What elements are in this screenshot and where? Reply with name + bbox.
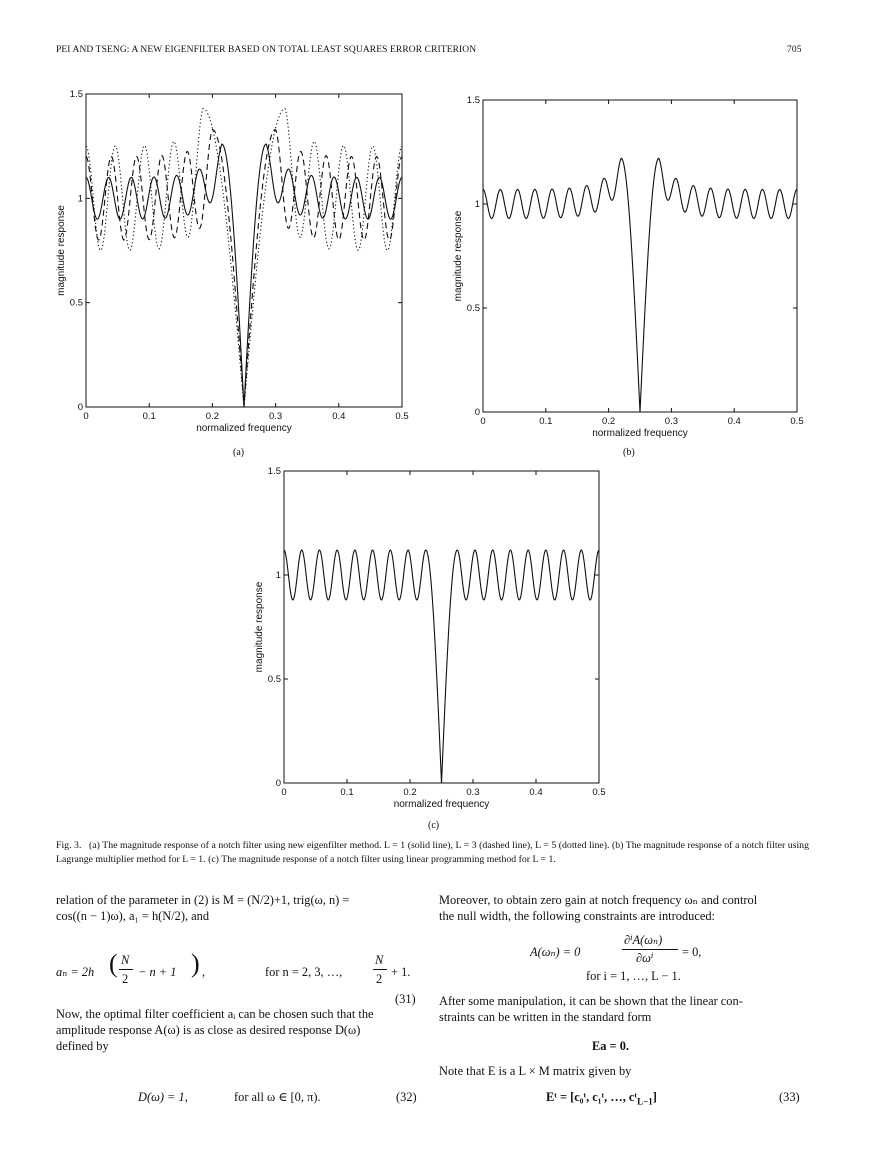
- page-number: 705: [787, 45, 802, 55]
- fig3b-xtick-label: 0.4: [727, 416, 741, 427]
- eq32-lhs-text: D(ω) = 1,: [138, 1090, 188, 1104]
- eq31-cond-frac-den: 2: [376, 972, 383, 986]
- fig3c-xtick-label: 0.2: [403, 787, 417, 798]
- fig3a-xtick-label: 0.5: [395, 411, 409, 422]
- figure-b: [449, 92, 809, 444]
- left-para-2-line-3: defined by: [56, 1039, 109, 1053]
- fig3b-xtick-label: 0.5: [790, 416, 804, 427]
- right-para-2-line-2: straints can be written in the standard form: [439, 1010, 652, 1024]
- fig3c-xtick-label: 0.5: [592, 787, 606, 798]
- eq31-frac-num: N: [121, 953, 130, 967]
- constraint-equation: [530, 932, 750, 984]
- right-para-2: [439, 993, 809, 1025]
- fig3a-ytick-label: 1.5: [69, 89, 83, 100]
- figure-a-label: (a): [233, 447, 245, 458]
- fig3b-xtick-label: 0.2: [601, 416, 616, 427]
- left-para-1-line-1: relation of the parameter in (2) is M = (N/2)+1, trig(ω, n) =: [56, 893, 350, 907]
- eq31-cond-frac-bar: [373, 969, 387, 970]
- fig3b-ylabel: magnitude response: [453, 210, 464, 302]
- eq33-expression: [546, 1089, 657, 1109]
- left-para-2-line-2: amplitude response A(ω) is as close as desired response D(ω): [56, 1023, 361, 1037]
- eq33-subscript: L−1: [637, 1096, 653, 1107]
- right-para-1-line-1: Moreover, to obtain zero gain at notch frequency ωₙ and control: [439, 893, 758, 907]
- fig3a-xtick-label: 0.1: [142, 411, 156, 422]
- figure-a: [50, 88, 420, 438]
- fig3a-series-dotted-line: [86, 109, 402, 407]
- figure-b-label: (b): [623, 447, 635, 458]
- eq31-open-paren: (: [109, 949, 118, 978]
- constraint-lhs: A(ωₙ) = 0: [530, 945, 581, 959]
- eq31-close-paren: ): [191, 949, 200, 978]
- fig3b-ytick-label: 0: [474, 407, 480, 418]
- fig3b-ytick-label: 0.5: [466, 303, 480, 314]
- fig3c-xtick-label: 0.3: [466, 787, 480, 798]
- fig3c-ytick-label: 0.5: [267, 674, 281, 685]
- fig3a-xtick-label: 0.2: [205, 411, 220, 422]
- fig3c-ylabel: magnitude response: [254, 581, 265, 673]
- fig3b-ytick-label: 1.5: [466, 95, 480, 106]
- constraint-rhs: = 0,: [682, 945, 702, 959]
- fig3a-xtick-label: 0.4: [332, 411, 346, 422]
- eq32-number: (32): [396, 1090, 417, 1104]
- fig3a-ylabel: magnitude response: [56, 205, 67, 296]
- eq32-lhs: [138, 1089, 188, 1105]
- fig3a-xtick-label: 0: [83, 411, 89, 422]
- fig3a-series-dashed-line: [86, 129, 402, 407]
- fig3a-ytick-label: 1: [77, 193, 83, 205]
- fig3b-series-solid-line: [483, 158, 797, 412]
- fig3b-xlabel: normalized frequency: [592, 428, 688, 439]
- constraint-frac-den: ∂ωⁱ: [636, 951, 654, 965]
- fig3b-xtick-label: 0.3: [664, 416, 679, 427]
- right-para-1-line-2: the null width, the following constraints are introduced:: [439, 909, 715, 923]
- right-para-3: Note that E is a L × M matrix given by: [439, 1064, 632, 1078]
- fig3b-xtick-label: 0: [480, 416, 486, 427]
- fig3b-ytick-label: 1: [474, 199, 480, 210]
- fig3c-series-solid-line: [284, 550, 599, 783]
- running-title: PEI AND TSENG: A NEW EIGENFILTER BASED ON TOTAL LEAST SQUARES ERROR CRITERION: [56, 45, 477, 55]
- fig3c-ytick-label: 0: [275, 778, 281, 789]
- fig3c-plot-frame: [284, 471, 599, 783]
- fig3c-xtick-label: 0.4: [529, 787, 543, 798]
- fig3c-xtick-label: 0.1: [340, 787, 354, 798]
- caption-prefix: Fig. 3.: [56, 840, 82, 851]
- fig3c-ytick-label: 1.5: [267, 466, 281, 477]
- figure-caption: [56, 839, 809, 866]
- eq31-cond-frac-num: N: [375, 953, 384, 967]
- figure-c: [251, 464, 611, 816]
- eq31-rest: − n + 1: [138, 965, 177, 979]
- left-para-2: [56, 1006, 426, 1054]
- fig3c-xtick-label: 0: [281, 787, 287, 798]
- constraint-frac-num: ∂ⁱA(ωₙ): [624, 933, 663, 947]
- fig3a-plot-frame: [86, 94, 402, 407]
- constraint-condition: for i = 1, …, L − 1.: [586, 969, 681, 983]
- left-para-1-line-2: cos((n − 1)ω), a₁ = h(N/2), and: [56, 909, 210, 923]
- fig3a-ytick-label: 0.5: [69, 297, 83, 309]
- fig3a-xtick-label: 0.3: [268, 411, 283, 422]
- eq31-lhs: aₙ = 2h: [56, 965, 95, 979]
- eq32-condition: for all ω ∈ [0, π).: [234, 1090, 321, 1104]
- eq33-number: (33): [779, 1090, 800, 1104]
- fig3a-ytick-label: 0: [77, 402, 83, 413]
- fig3b-xtick-label: 0.1: [539, 416, 553, 427]
- fig3a-xlabel: normalized frequency: [196, 423, 292, 434]
- equation-31: [56, 950, 426, 990]
- standard-form-equation: Ea = 0.: [592, 1039, 630, 1053]
- eq31-cond-tail: + 1.: [391, 965, 411, 979]
- left-para-2-line-1: Now, the optimal filter coefficient aᵢ can be chosen such that the: [56, 1007, 374, 1021]
- left-para-1: [56, 892, 426, 924]
- fig3b-plot-frame: [483, 100, 797, 412]
- eq31-number: (31): [395, 992, 416, 1006]
- fig3c-ytick-label: 1: [275, 570, 281, 581]
- eq33-close: ]: [652, 1090, 657, 1104]
- right-para-1: [439, 892, 809, 924]
- figure-c-label: (c): [428, 820, 440, 831]
- fig3a-series-solid-line: [86, 144, 402, 407]
- eq31-frac-den: 2: [122, 972, 129, 986]
- eq31-condition: for n = 2, 3, …,: [265, 965, 343, 979]
- eq31-comma: ,: [202, 965, 206, 979]
- eq31-frac-bar: [119, 969, 133, 970]
- fig3c-xlabel: normalized frequency: [393, 799, 490, 810]
- caption-text: (a) The magnitude response of a notch filter using new eigenfilter method. L = 1 (solid line), L = 3 (dashed line), L = 5 (dotted line). (b) The magnitude response of a notch filter using Lagrange multiplier method for L = 1. (c) The magnitude response of a notch filter using linear programming method for L = 1.: [56, 840, 809, 865]
- eq33-lhs: Eᵗ = [c₀ᵗ, c₁ᵗ, …, cᵗ: [546, 1090, 638, 1104]
- right-para-2-line-1: After some manipulation, it can be shown that the linear con-: [439, 994, 743, 1008]
